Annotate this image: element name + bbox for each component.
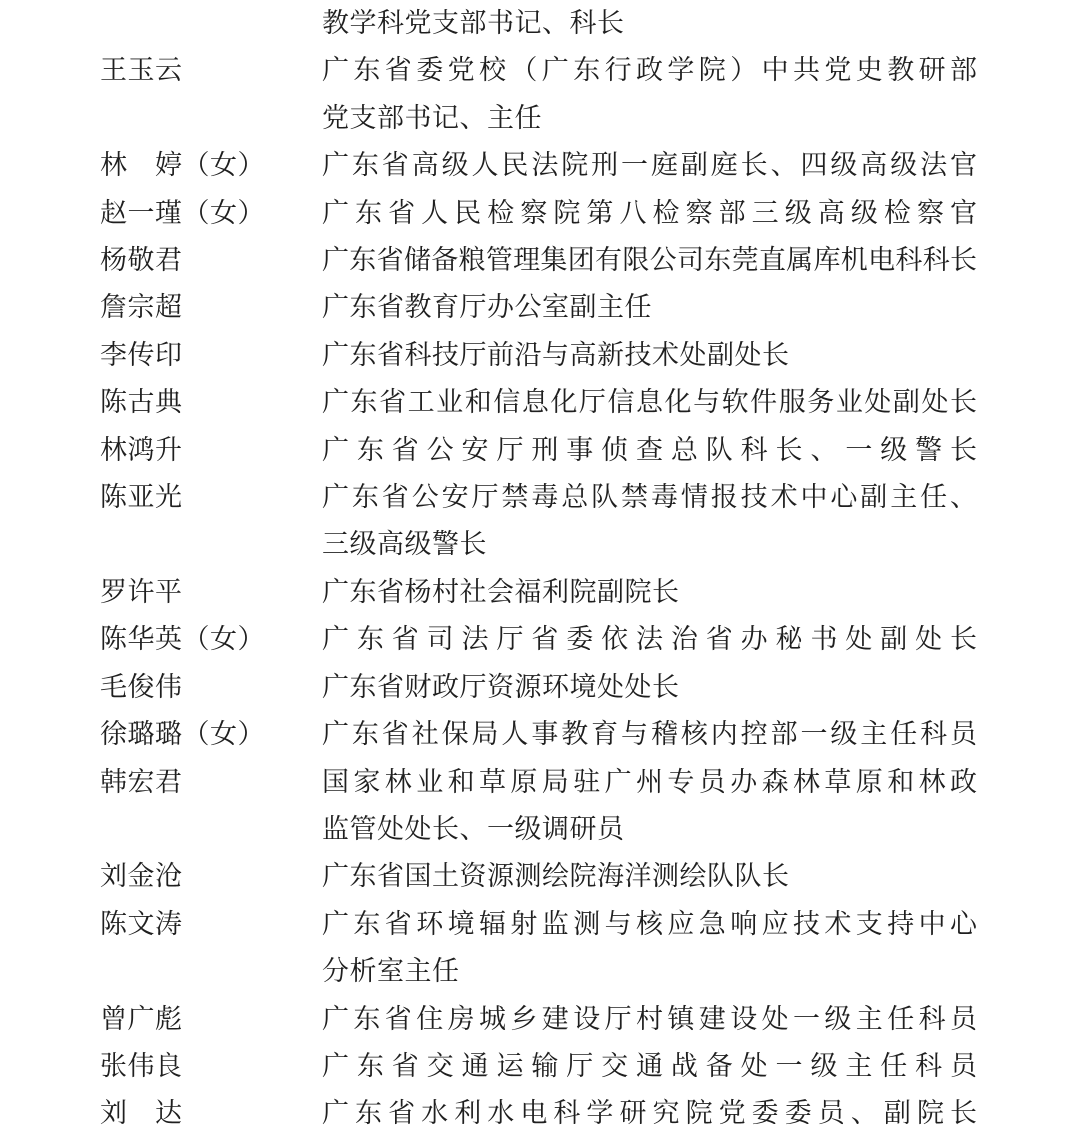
- awardee-title: [322, 0, 977, 47]
- awardee-title: [322, 711, 977, 758]
- title-line: 广东省环境辐射监测与核应急响应技术支持中心: [322, 908, 977, 939]
- title-line: 广东省储备粮管理集团有限公司东莞直属库机电科科长: [322, 245, 977, 276]
- awardee-name: 刘金沧: [100, 861, 183, 892]
- list-item: [0, 237, 1080, 284]
- list-item: [0, 47, 1080, 142]
- title-line: 广东省教育厅办公室副主任: [322, 292, 652, 323]
- title-line: 监管处处长、一级调研员: [322, 813, 625, 844]
- list-item: [0, 332, 1080, 379]
- title-line: 广东省高级人民法院刑一庭副庭长、四级高级法官: [322, 150, 977, 181]
- list-item: [0, 759, 1080, 854]
- list-item: [0, 427, 1080, 474]
- list-item: [0, 142, 1080, 189]
- list-item: [0, 474, 1080, 569]
- awardee-name: 詹宗超: [100, 292, 183, 323]
- title-line: 分析室主任: [322, 956, 460, 987]
- awardee-name: 陈文涛: [100, 908, 183, 939]
- list-item: [0, 569, 1080, 616]
- title-line: 广东省住房城乡建设厅村镇建设处一级主任科员: [322, 1003, 977, 1034]
- awardee-title: [322, 1090, 977, 1137]
- awardee-name: 王玉云: [100, 55, 183, 86]
- awardee-name: 林 婷（女）: [100, 150, 265, 181]
- list-item: [0, 711, 1080, 758]
- awardee-name: 李传印: [100, 339, 183, 370]
- awardee-name: 罗许平: [100, 576, 183, 607]
- awardee-title: [322, 427, 977, 474]
- list-item: [0, 0, 1080, 47]
- awardee-title: [322, 996, 977, 1043]
- title-line: 广东省水利水电科学研究院党委委员、副院长: [322, 1098, 977, 1129]
- awardee-name: 陈华英（女）: [100, 624, 265, 655]
- title-line: 广东省公安厅刑事侦查总队科长、一级警长: [322, 434, 977, 465]
- awardee-name: 刘 达: [100, 1098, 183, 1129]
- awardee-name: 赵一瑾（女）: [100, 197, 265, 228]
- awardee-title: [322, 1043, 977, 1090]
- title-line: 广东省司法厅省委依法治省办秘书处副处长: [322, 624, 977, 655]
- awardee-title: [322, 616, 977, 663]
- awardee-title: [322, 664, 977, 711]
- title-line: 广东省委党校（广东行政学院）中共党史教研部: [322, 55, 977, 86]
- list-item: [0, 853, 1080, 900]
- title-line: 三级高级警长: [322, 529, 487, 560]
- list-item: [0, 996, 1080, 1043]
- awardee-title: [322, 47, 977, 142]
- list-item: [0, 901, 1080, 996]
- title-line: 广东省国土资源测绘院海洋测绘队队长: [322, 861, 790, 892]
- awardee-title: [322, 759, 977, 854]
- awardee-title: [322, 379, 977, 426]
- list-item: [0, 1090, 1080, 1137]
- awardee-name: 陈亚光: [100, 482, 183, 513]
- title-line: 国家林业和草原局驻广州专员办森林草原和林政: [322, 766, 977, 797]
- awardee-name: 陈古典: [100, 387, 183, 418]
- title-line: 党支部书记、主任: [322, 102, 542, 133]
- awardee-name: 韩宏君: [100, 766, 183, 797]
- title-line: 广东省财政厅资源环境处处长: [322, 671, 680, 702]
- awardee-name: [100, 0, 322, 47]
- title-line: 广东省社保局人事教育与稽核内控部一级主任科员: [322, 719, 977, 750]
- list-item: [0, 1043, 1080, 1090]
- title-line: 广东省交通运输厅交通战备处一级主任科员: [322, 1050, 977, 1081]
- awardee-title: [322, 142, 977, 189]
- awardee-name: 张伟良: [100, 1050, 183, 1081]
- title-line: 广东省杨村社会福利院副院长: [322, 576, 680, 607]
- list-item: [0, 664, 1080, 711]
- awardee-title: [322, 569, 977, 616]
- awardee-title: [322, 474, 977, 569]
- list-item: [0, 379, 1080, 426]
- awardee-name: 徐璐璐（女）: [100, 719, 265, 750]
- title-line: 教学科党支部书记、科长: [322, 8, 625, 38]
- awardee-title: [322, 853, 977, 900]
- awardee-name: 曾广彪: [100, 1003, 183, 1034]
- awardee-title: [322, 237, 977, 284]
- title-line: 广东省工业和信息化厅信息化与软件服务业处副处长: [322, 387, 977, 418]
- list-item: [0, 616, 1080, 663]
- list-item: [0, 284, 1080, 331]
- awardee-name: 杨敬君: [100, 245, 183, 276]
- title-line: 广东省公安厅禁毒总队禁毒情报技术中心副主任、: [322, 482, 977, 513]
- awardee-title: [322, 284, 977, 331]
- title-line: 广东省人民检察院第八检察部三级高级检察官: [322, 197, 977, 228]
- awardee-title: [322, 901, 977, 996]
- awardee-title: [322, 332, 977, 379]
- awardee-name: 林鸿升: [100, 434, 183, 465]
- awardee-name: 毛俊伟: [100, 671, 183, 702]
- awardee-title: [322, 190, 977, 237]
- list-item: [0, 190, 1080, 237]
- title-line: 广东省科技厅前沿与高新技术处副处长: [322, 339, 790, 370]
